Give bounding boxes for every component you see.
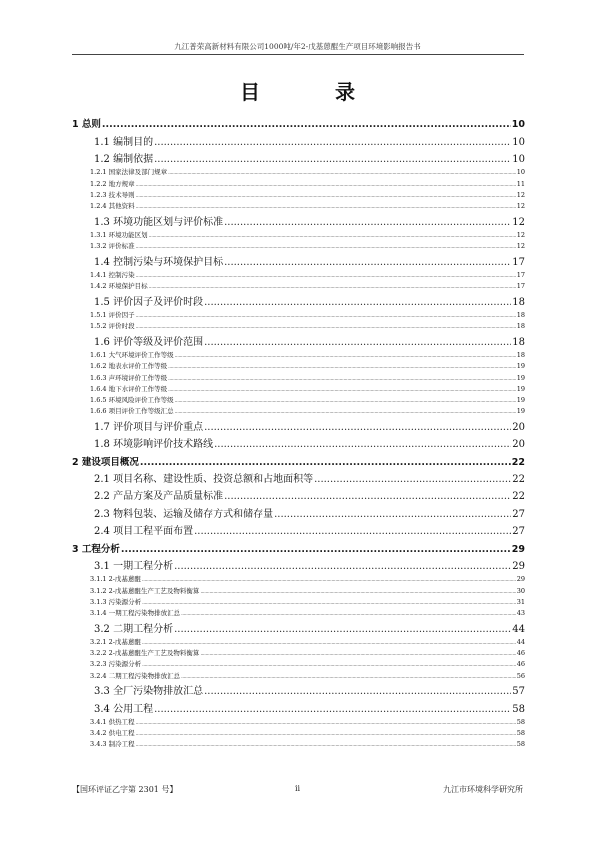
toc-entry-label: 3.1.4 一期工程污染物排放汇总 [90,609,181,618]
toc-entry-label: 1.3.2 评价标准 [90,242,135,251]
toc-entry-label: 2 建设项目概况 [72,456,139,468]
toc-entry-label: 1.6.5 环境风险评价工作等级 [90,396,174,405]
toc-entry[interactable] [72,199,525,210]
toc-dot-leader [214,439,511,450]
toc-entry[interactable] [72,393,525,404]
toc-entry-label: 3.4.2 供电工程 [90,729,135,738]
toc-entry-page: 19 [516,373,525,382]
toc-dot-leader [204,297,511,308]
toc-entry-page: 58 [516,717,525,726]
footer-page-number: ii [294,784,301,793]
toc-entry-page: 18 [516,311,525,320]
toc-entry-label: 1.6 评价等级及评价范围 [94,336,204,348]
toc-entry[interactable] [72,726,525,737]
toc-entry-page: 19 [516,396,525,405]
toc-dot-leader [274,509,511,520]
toc-entry[interactable] [72,617,525,634]
toc-dot-leader [136,193,516,199]
footer-certificate: 【国环评证乙字第 2301 号】 [72,785,178,794]
toc-dot-leader [136,273,516,279]
table-of-contents [72,113,525,748]
toc-entry-page: 58 [516,740,525,749]
toc-entry-label: 1.6.2 地表水评价工作等级 [90,362,168,371]
toc-entry-label: 1.5 评价因子及评价时段 [94,296,204,308]
toc-dot-leader [136,742,516,748]
toc-entry-page: 29 [516,575,525,584]
toc-entry-label: 1.2 编制依据 [94,154,154,166]
toc-dot-leader [136,731,516,737]
toc-entry[interactable] [72,176,525,187]
toc-entry-label: 1.3.1 环境功能区划 [90,231,148,240]
toc-entry-label: 3.4.1 供热工程 [90,717,135,726]
toc-dot-leader [149,284,516,290]
toc-entry-page: 57 [512,686,525,698]
toc-entry[interactable] [72,279,525,290]
toc-entry[interactable] [72,646,525,657]
toc-entry-page: 11 [516,179,525,188]
toc-entry-label: 3 工程分析 [72,543,120,555]
toc-entry[interactable] [72,555,525,572]
toc-entry[interactable] [72,250,525,267]
toc-entry[interactable] [72,130,525,147]
toc-entry-page: 17 [516,271,525,280]
toc-entry[interactable] [72,165,525,176]
toc-entry-label: 3.1 一期工程分析 [94,561,174,572]
toc-entry[interactable] [72,737,525,748]
toc-entry-page: 18 [512,336,525,348]
toc-entry-label: 1.2.1 国家法律及部门规章 [90,168,168,177]
toc-entry-label: 1.2.2 地方规章 [90,179,135,188]
toc-entry[interactable] [72,210,525,227]
toc-entry-label: 1.1 编制目的 [94,136,154,148]
toc-entry[interactable] [72,319,525,330]
toc-dot-leader [140,457,511,468]
toc-entry[interactable] [72,520,525,537]
toc-entry-label: 1.5.2 评价时段 [90,322,135,331]
toc-dot-leader [181,674,516,680]
toc-entry-label: 2.2 产品方案及产品质量标准 [94,491,224,503]
toc-entry-page: 12 [516,202,525,211]
toc-entry[interactable] [72,228,525,239]
toc-dot-leader [168,170,516,176]
toc-entry-page: 22 [511,456,525,468]
toc-entry[interactable] [72,502,525,519]
running-header: 九江普荣高新材料有限公司1000吨/年2-戊基蒽醌生产项目环境影响报告书 [174,42,421,51]
toc-entry[interactable] [72,308,525,319]
toc-dot-leader [174,624,511,635]
toc-entry-label: 2.3 物料包装、运输及储存方式和储存量 [94,508,274,520]
toc-entry[interactable] [72,113,525,130]
header-rule [72,54,524,55]
toc-entry-label: 1.5.1 评价因子 [90,311,135,320]
toc-entry-label: 3.2.3 污染源分析 [90,660,142,669]
toc-entry[interactable] [72,485,525,502]
toc-entry-label: 3.4.3 制冷工程 [90,740,135,749]
toc-entry-page: 31 [516,597,525,606]
toc-dot-leader [136,244,516,250]
toc-entry-page: 10 [512,154,525,166]
toc-entry-page: 20 [512,421,525,433]
toc-dot-leader [224,257,511,268]
toc-entry[interactable] [72,188,525,199]
toc-dot-leader [200,651,515,657]
toc-entry[interactable] [72,680,525,697]
toc-entry[interactable] [72,468,525,485]
toc-entry-page: 12 [516,191,525,200]
toc-entry[interactable] [72,606,525,617]
toc-entry-page: 29 [512,561,525,572]
toc-entry-page: 12 [516,242,525,251]
toc-dot-leader [154,154,511,165]
toc-entry-page: 20 [512,439,525,451]
toc-entry[interactable] [72,359,525,370]
toc-entry-label: 1.3 环境功能区划与评价标准 [94,216,224,228]
toc-entry[interactable] [72,668,525,679]
toc-dot-leader [142,600,516,606]
toc-entry-page: 18 [516,322,525,331]
toc-entry-page: 18 [512,296,525,308]
toc-dot-leader [175,409,516,415]
toc-dot-leader [194,526,511,537]
toc-entry-page: 58 [516,729,525,738]
toc-entry-label: 1.4 控制污染与环境保护目标 [94,256,224,268]
toc-entry-page: 18 [516,351,525,359]
toc-entry-page: 10 [516,168,525,177]
toc-entry[interactable] [72,348,525,359]
toc-entry-label: 3.1.2 2-戊基蒽醌生产工艺及物料衡算 [90,586,200,595]
toc-entry-page: 17 [516,282,525,291]
toc-entry-label: 3.1.3 污染源分析 [90,597,142,606]
toc-dot-leader [204,337,511,348]
toc-dot-leader [168,364,516,370]
toc-entry[interactable] [72,450,525,467]
toc-entry-label: 2.1 项目名称、建设性质、投资总额和占地面积等 [94,474,314,486]
toc-entry-label: 2.4 项目工程平面布置 [94,526,194,538]
toc-dot-leader [142,640,516,646]
toc-entry[interactable] [72,370,525,381]
toc-entry-page: 22 [512,491,525,503]
toc-entry-page: 30 [516,586,525,595]
toc-dot-leader [121,544,511,555]
toc-entry-label: 1.2.3 技术导则 [90,191,135,200]
toc-dot-leader [136,182,516,188]
toc-entry-label: 1.4.2 环境保护目标 [90,282,148,291]
toc-entry-page: 58 [512,703,525,715]
toc-dot-leader [181,611,516,617]
toc-entry-page: 19 [516,362,525,371]
toc-entry-page: 46 [516,649,525,658]
toc-entry-page: 46 [516,660,525,669]
toc-entry-page: 10 [511,119,525,131]
toc-dot-leader [200,589,515,595]
toc-entry-label: 1.6.3 声环境评价工作等级 [90,373,168,382]
toc-entry-page: 19 [516,407,525,416]
toc-dot-leader [224,491,511,502]
toc-dot-leader [168,387,516,393]
toc-entry-label: 3.2.4 二期工程污染物排放汇总 [90,671,181,680]
toc-entry-label: 1.4.1 控制污染 [90,271,135,280]
toc-dot-leader [154,137,511,148]
toc-entry-page: 19 [516,384,525,393]
toc-entry[interactable] [72,715,525,726]
toc-entry-label: 3.2 二期工程分析 [94,623,174,635]
toc-entry-page: 44 [512,623,525,635]
toc-entry-label: 3.2.1 2-戊基蒽醌 [90,637,141,646]
toc-entry-label: 1.7 评价项目与评价重点 [94,421,204,433]
footer-institute: 九江市环境科学研究所 [443,785,523,794]
toc-dot-leader [136,324,516,330]
toc-dot-leader [175,353,516,359]
toc-entry[interactable] [72,537,525,554]
toc-entry[interactable] [72,148,525,165]
toc-dot-leader [136,720,516,726]
toc-entry-label: 1.6.6 项目评价工作等级汇总 [90,407,174,416]
toc-entry-label: 1.6.4 地下水评价工作等级 [90,384,168,393]
toc-entry-label: 1.2.4 其他资料 [90,202,135,211]
toc-dot-leader [136,204,516,210]
toc-entry-label: 3.3 全厂污染物排放汇总 [94,686,204,698]
toc-entry-label: 3.2.2 2-戊基蒽醌生产工艺及物料衡算 [90,649,200,658]
toc-entry-page: 10 [512,136,525,148]
toc-dot-leader [102,119,511,130]
toc-entry[interactable] [72,657,525,668]
toc-entry[interactable] [72,404,525,415]
toc-dot-leader [175,398,516,404]
toc-entry[interactable] [72,415,525,432]
toc-dot-leader [142,662,516,668]
toc-entry[interactable] [72,239,525,250]
toc-entry-page: 44 [516,637,525,646]
toc-entry[interactable] [72,697,525,714]
toc-dot-leader [154,704,511,715]
toc-entry-label: 1 总则 [72,119,101,131]
toc-entry-page: 27 [512,526,525,538]
toc-entry[interactable] [72,595,525,606]
toc-entry[interactable] [72,572,525,583]
toc-entry-page: 12 [512,216,525,228]
toc-entry-page: 17 [512,256,525,268]
toc-entry[interactable] [72,268,525,279]
toc-dot-leader [174,561,511,572]
toc-dot-leader [204,422,511,433]
toc-dot-leader [142,577,516,583]
toc-dot-leader [149,233,516,239]
toc-entry[interactable] [72,382,525,393]
page-title: 目 录 [240,80,389,104]
toc-dot-leader [314,474,511,485]
toc-entry[interactable] [72,290,525,307]
toc-entry-page: 56 [516,671,525,680]
toc-dot-leader [136,313,516,319]
toc-entry-label: 3.4 公用工程 [94,703,154,715]
toc-entry-label: 3.1.1 2-戊基蒽醌 [90,575,141,584]
toc-entry-label: 1.8 环境影响评价技术路线 [94,439,214,451]
toc-entry-label: 1.6.1 大气环境评价工作等级 [90,351,174,359]
toc-entry[interactable] [72,635,525,646]
toc-entry-page: 22 [512,474,525,486]
toc-entry-page: 29 [511,543,525,555]
toc-dot-leader [168,376,516,382]
toc-entry[interactable] [72,330,525,347]
toc-entry[interactable] [72,583,525,594]
toc-entry-page: 43 [516,609,525,618]
toc-entry[interactable] [72,433,525,450]
toc-dot-leader [224,217,511,228]
toc-entry-page: 27 [512,508,525,520]
toc-dot-leader [204,686,511,697]
toc-entry-page: 12 [516,231,525,240]
